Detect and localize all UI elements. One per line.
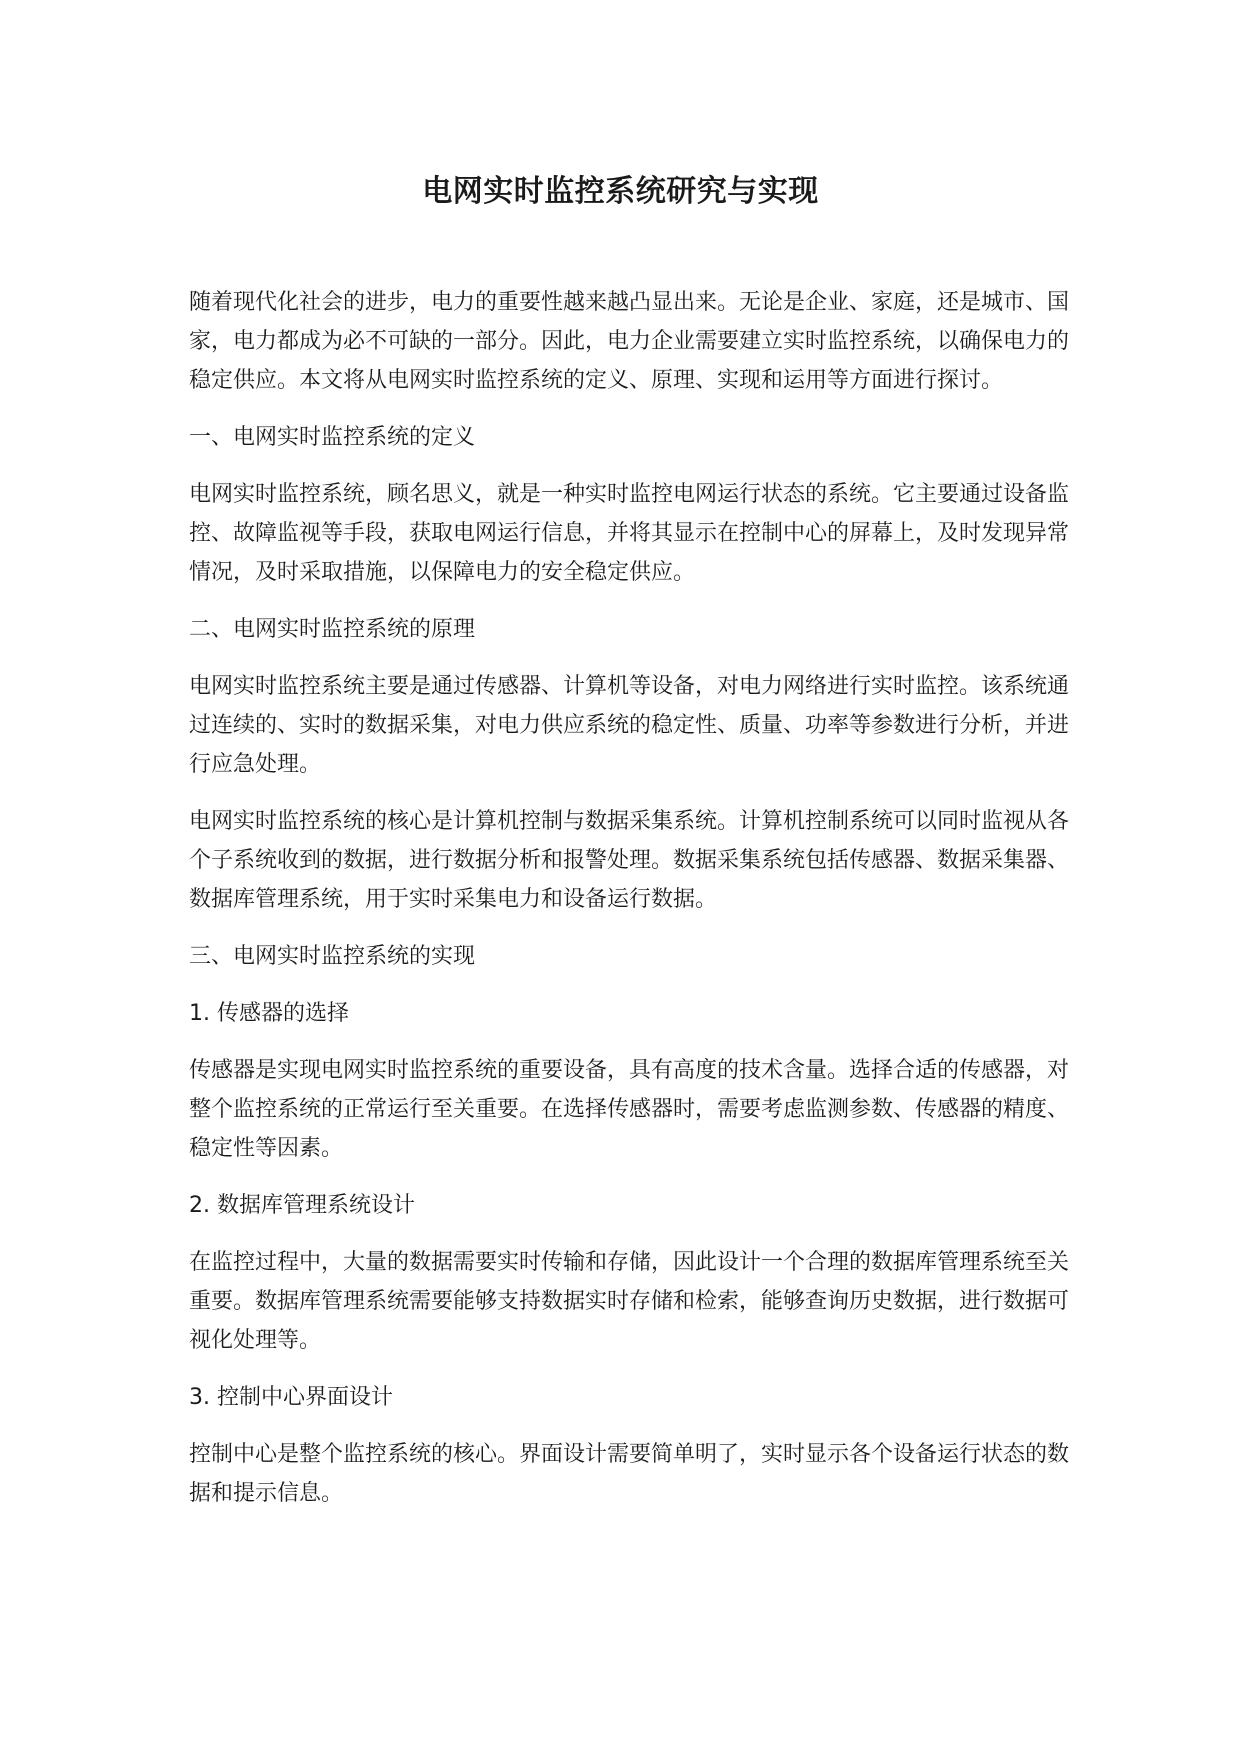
control-center-paragraph: 控制中心是整个监控系统的核心。界面设计需要简单明了，实时显示各个设备运行状态的数据和提示信息。 <box>189 1442 1070 1506</box>
definition-paragraph: 电网实时监控系统，顾名思义，就是一种实时监控电网运行状态的系统。它主要通过设备监控、故障监视等手段，获取电网运行信息，并将其显示在控制中心的屏幕上，及时发现异常情况，及时采取措施，以保障电力的安全稳定供应。 <box>189 482 1070 585</box>
subsection-heading-sensor: 1. 传感器的选择 <box>189 1001 349 1026</box>
sensor-paragraph: 传感器是实现电网实时监控系统的重要设备，具有高度的技术含量。选择合适的传感器，对整个监控系统的正常运行至关重要。在选择传感器时，需要考虑监测参数、传感器的精度、稳定性等因素。 <box>189 1058 1070 1161</box>
intro-paragraph: 随着现代化社会的进步，电力的重要性越来越凸显出来。无论是企业、家庭，还是城市、国家，电力都成为必不可缺的一部分。因此，电力企业需要建立实时监控系统，以确保电力的稳定供应。本文将从电网实时监控系统的定义、原理、实现和运用等方面进行探讨。 <box>189 290 1070 393</box>
principle-paragraph-2: 电网实时监控系统的核心是计算机控制与数据采集系统。计算机控制系统可以同时监视从各个子系统收到的数据，进行数据分析和报警处理。数据采集系统包括传感器、数据采集器、数据库管理系统，用于实时采集电力和设备运行数据。 <box>189 809 1070 912</box>
document-body <box>189 283 1069 1531</box>
subsection-heading-control-center: 3. 控制中心界面设计 <box>189 1385 393 1410</box>
database-paragraph: 在监控过程中，大量的数据需要实时传输和存储，因此设计一个合理的数据库管理系统至关重要。数据库管理系统需要能够支持数据实时存储和检索，能够查询历史数据，进行数据可视化处理等。 <box>189 1250 1070 1353</box>
section-heading-definition: 一、电网实时监控系统的定义 <box>189 425 476 450</box>
principle-paragraph-1: 电网实时监控系统主要是通过传感器、计算机等设备，对电力网络进行实时监控。该系统通过连续的、实时的数据采集，对电力供应系统的稳定性、质量、功率等参数进行分析，并进行应急处理。 <box>189 674 1070 777</box>
document-title: 电网实时监控系统研究与实现 <box>422 174 819 209</box>
section-heading-implementation: 三、电网实时监控系统的实现 <box>189 944 476 969</box>
section-heading-principle: 二、电网实时监控系统的原理 <box>189 617 476 642</box>
subsection-heading-database: 2. 数据库管理系统设计 <box>189 1193 415 1218</box>
